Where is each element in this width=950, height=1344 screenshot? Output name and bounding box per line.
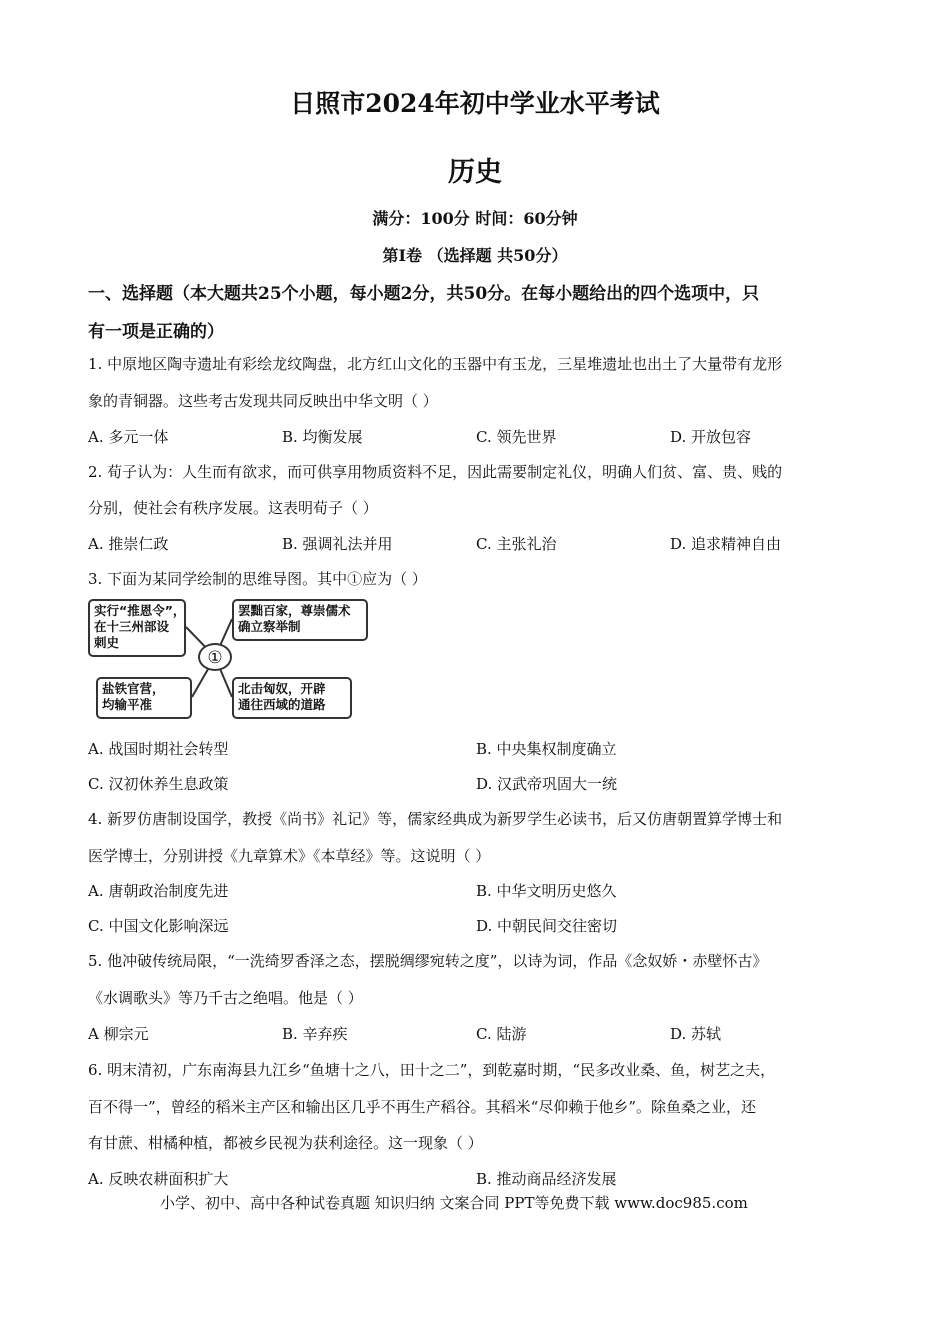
question-1-option-d[interactable]: D. 开放包容 [670,428,752,446]
question-2-line1: 2. 荀子认为：人生而有欲求，而可供享用物质资料不足，因此需要制定礼仪，明确人们贫、富、贵、贱的 [88,463,783,481]
question-4-line2: 医学博士，分别讲授《九章算术》《本草经》等。这说明（ ） [88,847,491,865]
mind-map-box-tuienling [88,599,186,657]
question-1-option-a[interactable]: A. 多元一体 [88,428,169,446]
section-heading-line1: 一、选择题（本大题共25个小题，每小题2分，共50分。在每小题给出的四个选项中，只 [88,284,760,304]
question-3-option-a[interactable]: A. 战国时期社会转型 [88,740,229,758]
question-4-option-a[interactable]: A. 唐朝政治制度先进 [88,882,229,900]
question-5-option-d[interactable]: D. 苏轼 [670,1025,722,1043]
box-text: 确立察举制 [238,619,301,634]
score-time: 满分：100分 时间：60分钟 [372,209,578,228]
question-2-option-c[interactable]: C. 主张礼治 [476,535,557,553]
question-3-option-c[interactable]: C. 汉初休养生息政策 [88,775,229,793]
question-1-line1: 1. 中原地区陶寺遗址有彩绘龙纹陶盘，北方红山文化的玉器中有玉龙，三星堆遗址也出土了大量带有龙形 [88,355,783,373]
question-5-option-b[interactable]: B. 辛弃疾 [282,1025,348,1043]
question-6-line2: 百不得一”，曾经的稻米主产区和输出区几乎不再生产稻谷。其稻米“尽仰赖于他乡”。除鱼桑之业，还 [88,1098,757,1116]
mind-map-box-confucianism [232,599,368,641]
question-2-option-b[interactable]: B. 强调礼法并用 [282,535,393,553]
box-text: 盐铁官营， [102,681,165,696]
mind-map-box-salt-iron [96,677,192,719]
question-2-line2: 分别，使社会有秩序发展。这表明荀子（ ） [88,499,378,517]
question-6-line1: 6. 明末清初，广东南海县九江乡“鱼塘十之八，田十之二”，到乾嘉时期，“民多改业桑、鱼，树艺之夫， [88,1061,776,1079]
question-6-option-b[interactable]: B. 推动商品经济发展 [476,1170,617,1188]
volume-heading: 第I卷 （选择题 共50分） [382,246,568,265]
question-5-option-c[interactable]: C. 陆游 [476,1025,527,1043]
mind-map-box-xiongnu [232,677,352,719]
box-text: 通往西域的道路 [238,697,326,712]
question-2-option-a[interactable]: A. 推崇仁政 [88,535,169,553]
question-2-option-d[interactable]: D. 追求精神自由 [670,535,782,553]
question-5-option-a[interactable]: A 柳宗元 [88,1025,149,1043]
question-5-line1: 5. 他冲破传统局限，“一洗绮罗香泽之态，摆脱绸缪宛转之度”，以诗为词，作品《念奴娇・赤壁怀古》 [88,952,768,970]
question-5-line2: 《水调歌头》等乃千古之绝唱。他是（ ） [88,989,363,1007]
question-4-option-d[interactable]: D. 中朝民间交往密切 [476,917,618,935]
question-1-option-c[interactable]: C. 领先世界 [476,428,557,446]
question-6-line3: 有甘蔗、柑橘种植，都被乡民视为获利途径。这一现象（ ） [88,1134,483,1152]
box-text: 在十三州部设 [94,619,170,634]
page-footer: 小学、初中、高中各种试卷真题 知识归纳 文案合同 PPT等免费下载 www.doc985.com [160,1194,748,1212]
exam-title: 日照市2024年初中学业水平考试 [290,89,660,118]
question-3-option-d[interactable]: D. 汉武帝巩固大一统 [476,775,618,793]
box-text: 刺史 [94,635,120,650]
question-6-option-a[interactable]: A. 反映农耕面积扩大 [88,1170,229,1188]
question-4-option-c[interactable]: C. 中国文化影响深远 [88,917,229,935]
mind-map-diagram [88,597,372,725]
section-heading-line2: 有一项是正确的） [88,322,224,342]
box-text: 罢黜百家，尊崇儒术 [238,603,351,618]
box-text: 北击匈奴，开辟 [238,681,326,696]
question-1-line2: 象的青铜器。这些考古发现共同反映出中华文明（ ） [88,392,438,410]
question-3-option-b[interactable]: B. 中央集权制度确立 [476,740,617,758]
question-1-option-b[interactable]: B. 均衡发展 [282,428,363,446]
box-text: 实行“推恩令”， [94,603,186,618]
subject-title: 历史 [448,157,502,188]
box-text: 均输平准 [102,697,153,712]
question-3-line1: 3. 下面为某同学绘制的思维导图。其中①应为（ ） [88,570,427,588]
question-4-line1: 4. 新罗仿唐制设国学，教授《尚书》礼记》等，儒家经典成为新罗学生必读书，后又仿唐朝置算学博士和 [88,810,783,828]
question-4-option-b[interactable]: B. 中华文明历史悠久 [476,882,617,900]
mind-map-center-node: ① [198,643,232,671]
